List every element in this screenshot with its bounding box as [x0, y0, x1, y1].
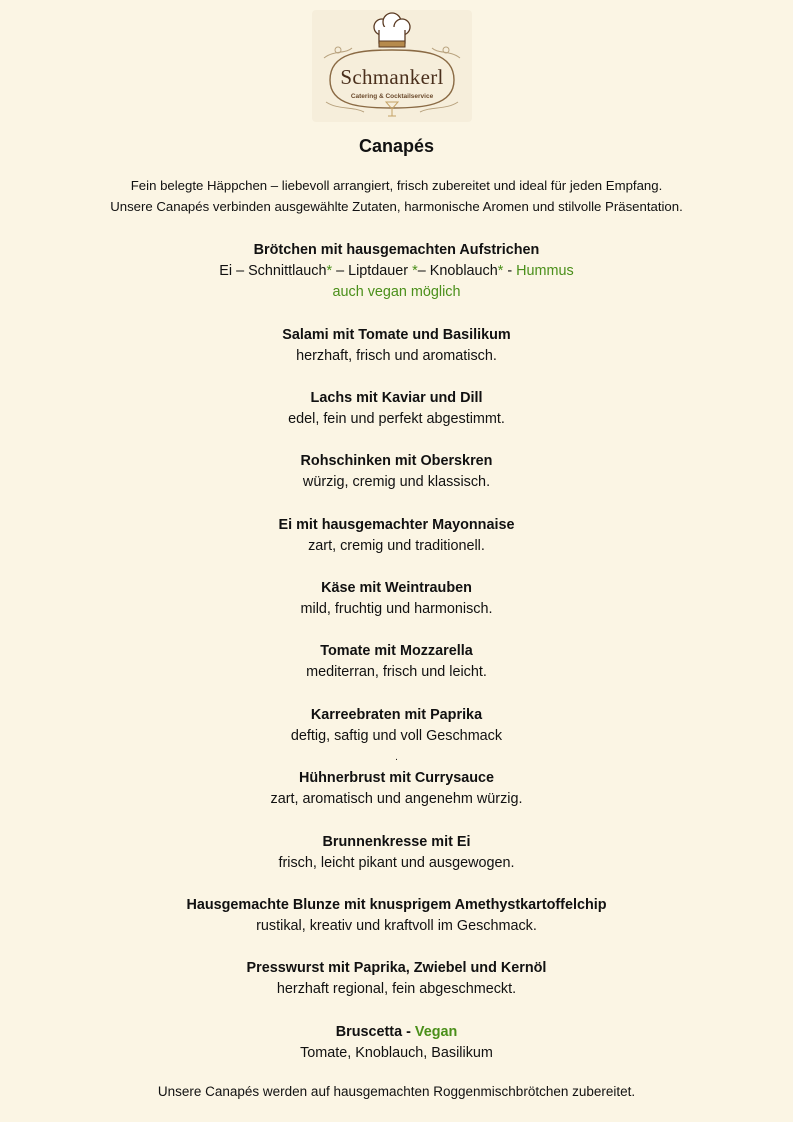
menu-item [0, 832, 793, 895]
intro-text [0, 175, 793, 217]
logo-wordmark: Schmankerl [340, 65, 444, 89]
menu-item-name: Karreebraten mit Paprika [310, 706, 483, 723]
menu-item-description: Tomate, Knoblauch, Basilikum [300, 1044, 493, 1061]
spread-hummus: Hummus [516, 263, 574, 279]
menu-item [0, 958, 793, 1021]
menu-item-name: Hühnerbrust mit Currysauce [298, 770, 495, 787]
vegan-note: auch vegan möglich [332, 284, 461, 300]
spread-marker: * [412, 263, 418, 279]
menu-item [0, 388, 793, 451]
menu-item-description: zart, aromatisch und angenehm würzig. [270, 791, 523, 808]
menu-item [0, 325, 793, 388]
spread-list [0, 261, 793, 282]
menu-item-name: Käse mit Weintrauben [321, 580, 472, 597]
menu-item-bruscetta [0, 1022, 793, 1085]
menu-item-name: Tomate mit Mozzarella [320, 643, 473, 660]
vegan-badge: Vegan [414, 1023, 458, 1040]
menu-item-description: mediterran, frisch und leicht. [306, 664, 487, 681]
chef-hat-icon [374, 13, 410, 47]
menu-item-name: Ei mit hausgemachter Mayonnaise [278, 516, 515, 533]
menu-item-description: zart, cremig und traditionell. [308, 537, 485, 554]
cocktail-glass-icon [386, 102, 398, 116]
spread-knoblauch: – Knoblauch [417, 263, 498, 279]
menu-item-name: Salami mit Tomate und Basilikum [282, 326, 511, 343]
menu-item-name: Lachs mit Kaviar und Dill [310, 389, 483, 406]
menu-item-description: würzig, cremig und klassisch. [302, 474, 491, 491]
menu-item-name: Brunnenkresse mit Ei [322, 833, 471, 850]
menu-item-name: Rohschinken mit Oberskren [300, 453, 493, 470]
menu-item [0, 895, 793, 958]
menu-item-name: Brötchen mit hausgemachten Aufstrichen [253, 242, 540, 258]
spread-ei-schnittlauch: Ei – Schnittlauch [219, 263, 327, 279]
menu-item [0, 451, 793, 514]
spread-separator: - [503, 263, 517, 279]
name-separator: - [402, 1023, 415, 1040]
menu-item [0, 705, 793, 747]
menu-item [0, 768, 793, 831]
menu-item-description: edel, fein und perfekt abgestimmt. [288, 410, 505, 427]
menu-item-description: frisch, leicht pikant und ausgewogen. [278, 854, 515, 871]
page-title: Canapés [358, 136, 435, 156]
spread-liptdauer: – Liptdauer [332, 263, 413, 279]
menu-item-description: herzhaft regional, fein abgeschmeckt. [276, 981, 517, 998]
intro-line: Unsere Canapés verbinden ausgewählte Zutaten, harmonische Aromen und stilvolle Präsentation. [110, 199, 683, 214]
menu-item-description: deftig, saftig und voll Geschmack [290, 727, 503, 744]
menu-item-name: Presswurst mit Paprika, Zwiebel und Kernöl [246, 960, 547, 977]
menu-item [0, 641, 793, 704]
bruscetta-name: Bruscetta [335, 1023, 403, 1040]
footer-note: Unsere Canapés werden auf hausgemachten Roggenmischbrötchen zubereitet. [157, 1084, 636, 1099]
menu-item-description: rustikal, kreativ und kraftvoll im Geschmack. [256, 918, 537, 935]
logo [312, 10, 472, 122]
menu-item-broetchen [0, 240, 793, 325]
menu-item-name: Hausgemachte Blunze mit knusprigem Amethystkartoffelchip [186, 897, 607, 914]
spread-marker: * [497, 263, 504, 279]
menu-item [0, 515, 793, 578]
menu-item-description: herzhaft, frisch und aromatisch. [296, 347, 497, 364]
spread-marker: * [326, 263, 333, 279]
intro-line: Fein belegte Häppchen – liebevoll arrangiert, frisch zubereitet und ideal für jeden Empfang. [130, 178, 663, 193]
menu-item-name [0, 1022, 793, 1043]
logo-tagline: Catering & Cocktailservice [350, 93, 434, 100]
menu-item-description: mild, fruchtig und harmonisch. [300, 601, 493, 618]
menu-item [0, 578, 793, 641]
separator-dot: . [395, 751, 398, 763]
canape-list [0, 240, 793, 1085]
